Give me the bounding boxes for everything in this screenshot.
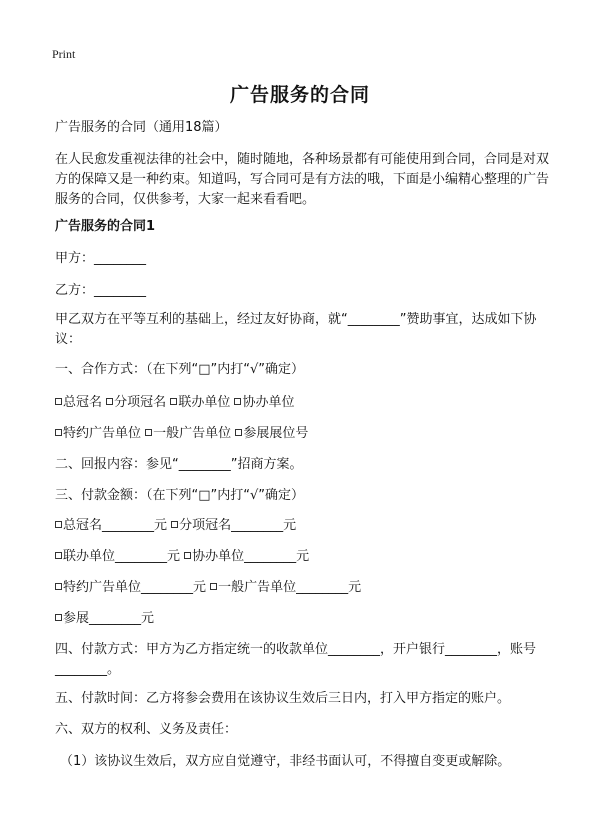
agreement-paragraph: 甲乙双方在平等互利的基础上，经过友好协商，就“________”赞助事宜，达成如下协议： (55, 312, 537, 347)
cooperation-heading: 一、合作方式：（在下列“□”内打“√”确定） (55, 362, 305, 377)
checkbox-icon (235, 429, 242, 436)
intro-paragraph: 在人民愈发重视法律的社会中，随时随地，各种场景都有可能使用到合同，合同是对双方的保障又是一种约束。知道吗，写合同可是有方法的哦，下面是小编精心整理的广告服务的合同，仅供参考，大家一起来看看吧。 (55, 152, 550, 207)
cooperation-options-row-1 (55, 393, 294, 413)
print-link[interactable]: Print (52, 47, 76, 61)
checkbox-icon (106, 398, 113, 405)
amount-option: 特约广告单位________元 (55, 580, 206, 595)
checkbox-option: 协办单位 (234, 395, 294, 410)
amount-option: 联办单位________元 (55, 549, 180, 564)
section-heading: 广告服务的合同1 (55, 219, 156, 234)
checkbox-icon (55, 429, 62, 436)
payment-amount-heading: 三、付款金额：（在下列“□”内打“√”确定） (55, 488, 305, 503)
checkbox-icon (210, 583, 217, 590)
checkbox-icon (55, 521, 62, 528)
checkbox-option: 总冠名 (55, 395, 102, 410)
checkbox-option: 特约广告单位 (55, 426, 141, 441)
document-subtitle: 广告服务的合同（通用18篇） (55, 120, 228, 135)
cooperation-options-row-2 (55, 424, 308, 444)
document-title: 广告服务的合同 (229, 84, 370, 106)
checkbox-icon (170, 398, 177, 405)
clause-1: （1）该协议生效后，双方应自觉遵守，非经书面认可，不得擅自变更或解除。 (60, 754, 511, 769)
amount-row-2 (55, 547, 309, 567)
amount-row-1 (55, 516, 296, 536)
checkbox-icon (234, 398, 241, 405)
party-b-line: 乙方：________ (55, 283, 147, 298)
party-a-line: 甲方：________ (55, 251, 147, 266)
payment-time: 五、付款时间：乙方将参会费用在该协议生效后三日内，打入甲方指定的账户。 (55, 691, 511, 706)
amount-row-3 (55, 578, 361, 598)
checkbox-icon (184, 552, 191, 559)
amount-option: 协办单位________元 (184, 549, 309, 564)
checkbox-icon (55, 583, 62, 590)
checkbox-icon (55, 614, 62, 621)
checkbox-option: 一般广告单位 (145, 426, 231, 441)
return-content: 二、回报内容：参见“________”招商方案。 (55, 457, 303, 472)
amount-option: 一般广告单位________元 (210, 580, 361, 595)
amount-option: 分项冠名________元 (171, 518, 296, 533)
rights-heading: 六、双方的权利、义务及责任： (55, 722, 238, 737)
checkbox-icon (145, 429, 152, 436)
checkbox-option: 分项冠名 (106, 395, 166, 410)
amount-option: 总冠名________元 (55, 518, 167, 533)
checkbox-icon (55, 398, 62, 405)
amount-option: 参展________元 (55, 611, 154, 626)
amount-row-4 (55, 609, 154, 629)
checkbox-icon (55, 552, 62, 559)
checkbox-option: 联办单位 (170, 395, 230, 410)
payment-method: 四、付款方式：甲方为乙方指定统一的收款单位________，开户银行________，账号________。 (55, 642, 537, 677)
checkbox-icon (171, 521, 178, 528)
checkbox-option: 参展展位号 (235, 426, 308, 441)
